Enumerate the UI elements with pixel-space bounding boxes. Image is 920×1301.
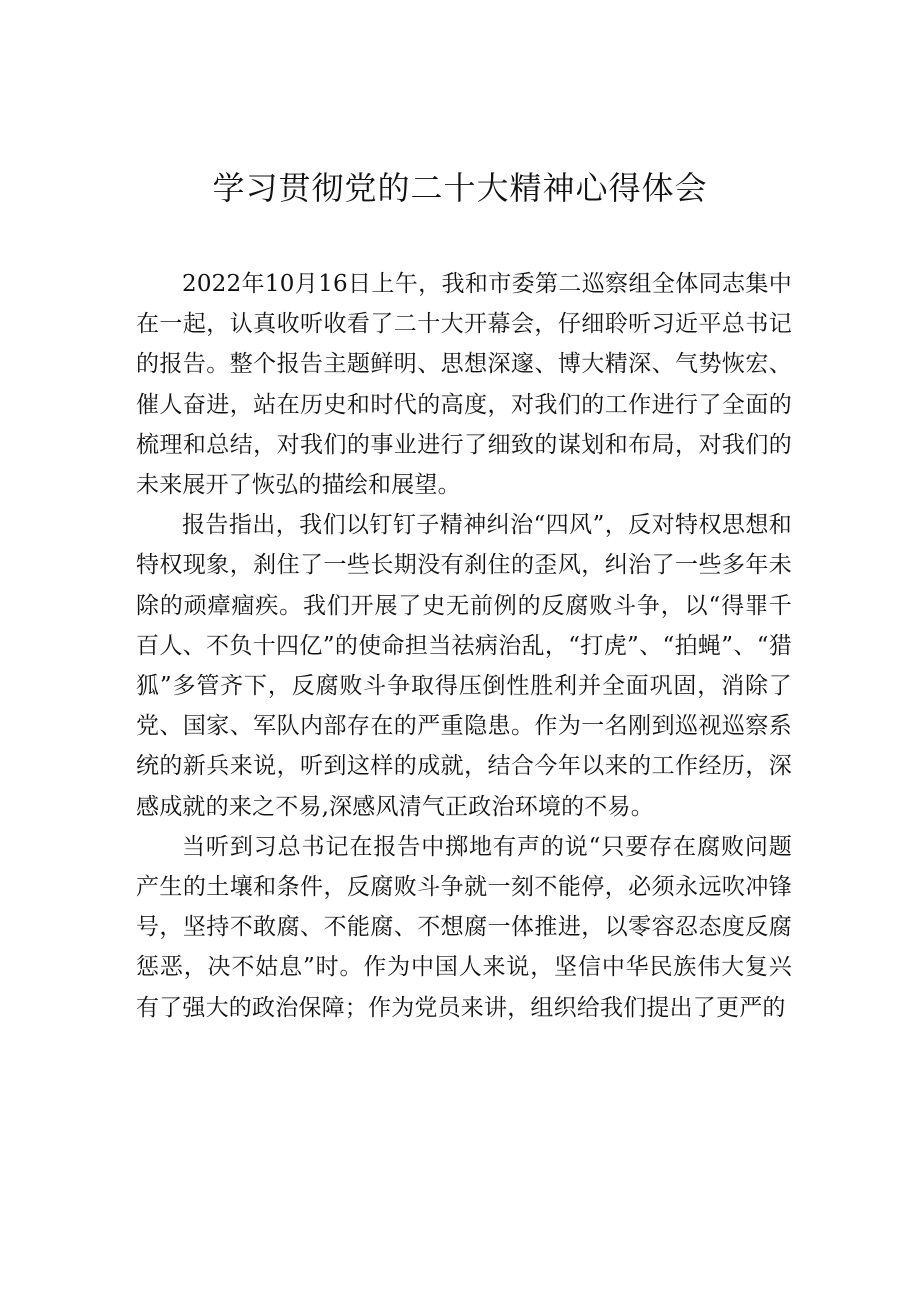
document-title: 学习贯彻党的二十大精神心得体会 <box>212 169 708 207</box>
paragraph: 报告指出，我们以钉钉子精神纠治“四风”，反对特权思想和特权现象，刹住了一些长期没有刹住的歪风，纠治了一些多年未除的顽瘴痼疾。我们开展了史无前例的反腐败斗争，以“得罪千百人、不负十四亿”的使命担当祛病治乱，“打虎”、“拍蝇”、“猎狐”多管齐下，反腐败斗争取得压倒性胜利并全面巩固，消除了党、国家、军队内部存在的严重隐患。作为一名刚到巡视巡察系统的新兵来说，听到这样的成就，结合今年以来的工作经历，深感成就的来之不易,深感风清气正政治环境的不易。 <box>136 512 792 820</box>
paragraph: 2022年10月16日上午，我和市委第二巡察组全体同志集中在一起，认真收听收看了二十大开幕会，仔细聆听习近平总书记的报告。整个报告主题鲜明、思想深邃、博大精深、气势恢宏、催人奋进，站在历史和时代的高度，对我们的工作进行了全面的梳理和总结，对我们的事业进行了细致的谋划和布局，对我们的未来展开了恢弘的描绘和展望。 <box>136 271 792 499</box>
paragraph: 当听到习总书记在报告中掷地有声的说“只要存在腐败问题产生的土壤和条件，反腐败斗争就一刻不能停，必须永远吹冲锋号，坚持不敢腐、不能腐、不想腐一体推进，以零容忍态度反腐惩恶，决不姑息”时。作为中国人来说，坚信中华民族伟大复兴有了强大的政治保障；作为党员来讲，组织给我们提出了更严的 <box>136 833 792 1021</box>
document-body <box>136 264 792 1028</box>
